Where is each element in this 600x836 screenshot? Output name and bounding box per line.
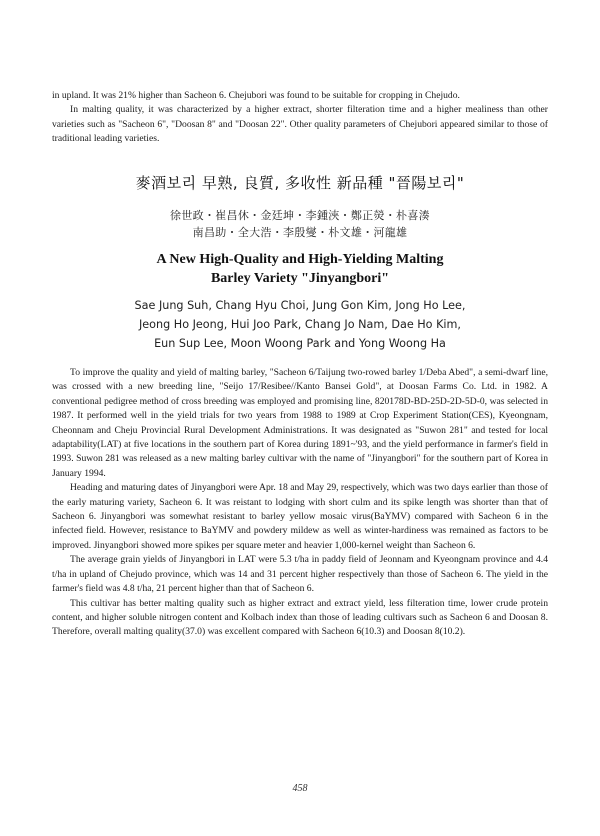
korean-title: 麥酒보리 早熟, 良質, 多收性 新品種 "晉陽보리": [135, 174, 465, 192]
abstract-paragraph-1: To improve the quality and yield of malting barley, "Sacheon 6/Taijung two-rowed barley 1/Deba Abed", a semi-dwarf line, was crossed with a new breeding line, "Seijo 17/Resibee//Kanto Bansei Gold", at Doosan Farms Co. Ltd. in 1982. A conventional pedigree method of cross breeding was employed and promising line, 820178D-BD-25D-2D-5D-0, was selected in 1987. It performed well in the yield trials for two years from 1988 to 1989 at Crop Experiment Station(CES), Kyeongnam, Cheonnam and Cheju Provincial Rural Development Administrations. It was designated as "Suwon 281" and tested for local adaptability(LAT) at five locations in the southern part of Korea during 1891~'93, and the yield performance in farmer's field in 1993. Suwon 281 was released as a new malting barley cultivar with the name of "Jinyangbori" for the southern part of Korea in January 1994.: [52, 367, 548, 479]
korean-authors-line-2: 南昌助・全大浩・李殷燮・朴文雄・河龍雄: [192, 226, 408, 239]
english-authors-line-2: Jeong Ho Jeong, Hui Joo Park, Chang Jo Nam, Dae Ho Kim,: [139, 318, 461, 331]
top-paragraph-1: in upland. It was 21% higher than Sacheon 6. Chejubori was found to be suitable for cropping in Chejudo.: [52, 90, 460, 101]
abstract-body: [52, 366, 548, 640]
english-title-line-1: A New High-Quality and High-Yielding Malting: [156, 252, 444, 267]
abstract-paragraph-4: This cultivar has better malting quality such as higher extract and extract yield, less filteration time, lower crude protein content, and higher soluble nitrogen content and Kolbach index than those of leading cultivars such as Sacheon 6 and Doosan 8. Therefore, overall malting quality(37.0) was excellent compared with Sacheon 6(10.3) and Doosan 8(10.2).: [52, 597, 548, 638]
abstract-paragraph-2: Heading and maturing dates of Jinyangbori were Apr. 18 and May 29, respectively, which was two days earlier than those of the early maturing variety, Sacheon 6. It was reistant to lodging with short culm and its spike length was shorter than that of Sacheon 6. Jinyangbori was somewhat resistant to barley yellow mosaic virus(BaYMV) compared with Sacheon 6 in the infected field. However, resistance to BaYMV and powdery mildew as well as winter-hardiness was remained as factors to be improved. Jinyangbori showed more spikes per square meter and heavier 1,000-kernel weight than Sacheon 6.: [52, 482, 548, 551]
abstract-paragraph-3: The average grain yields of Jinyangbori in LAT were 5.3 t/ha in paddy field of Jeonnam and Kyeongnam province and 4.4 t/ha in upland of Chejudo province, which was 14 and 31 percent higher respectively than those of Sacheon 6. The yield in the farmer's field was 4.8 t/ha, 21 percent higher than that of Sacheon 6.: [52, 554, 548, 595]
english-authors-line-1: Sae Jung Suh, Chang Hyu Choi, Jung Gon Kim, Jong Ho Lee,: [134, 299, 466, 312]
korean-authors-line-1: 徐世政・崔昌休・金廷坤・李鍾浹・鄭正熒・朴喜湊: [170, 209, 430, 222]
english-authors-line-3: Eun Sup Lee, Moon Woong Park and Yong Woong Ha: [154, 337, 446, 350]
english-authors: [0, 296, 600, 353]
page-number: 458: [292, 783, 308, 794]
english-title-line-2: Barley Variety "Jinyangbori": [210, 271, 390, 286]
english-title: [0, 250, 600, 288]
top-paragraph-2: In malting quality, it was characterized by a higher extract, shorter filteration time and a higher mealiness than other varieties such as "Sacheon 6", "Doosan 8" and "Doosan 22". Other quality parameters of Chejubori appeared similar to those of traditional leading varieties.: [52, 104, 548, 145]
top-text-block: [52, 89, 548, 147]
